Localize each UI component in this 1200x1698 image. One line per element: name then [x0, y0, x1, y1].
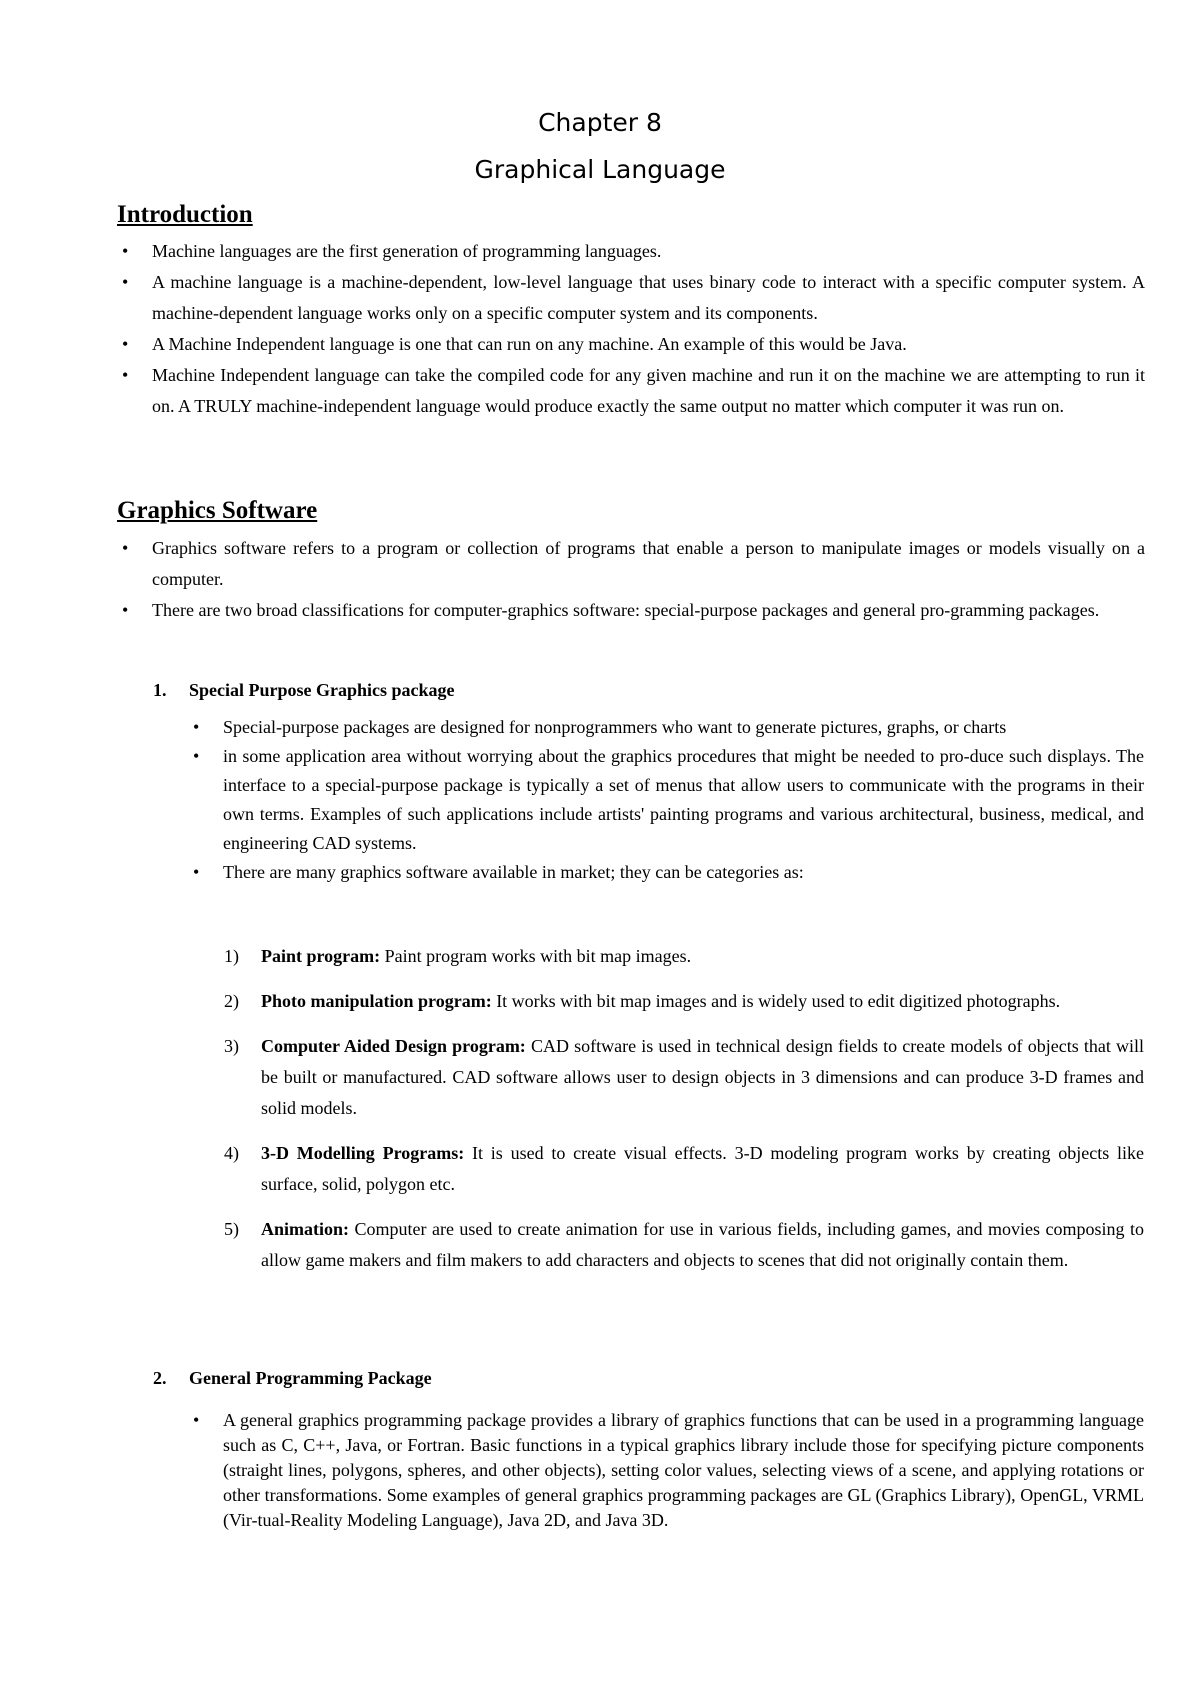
- category-item: [224, 986, 1144, 1017]
- item-number: 3): [224, 1036, 239, 1056]
- category-item: [224, 1031, 1144, 1124]
- list-item: • A machine language is a machine-dependent, low-level language that uses binary code to interact with a specific computer system. A machine-dependent language works only on a specific computer system and its components.: [117, 267, 1145, 329]
- special-purpose-heading: [153, 676, 455, 704]
- item-text: It is used to create visual effects. 3-D modeling program works by creating objects like surface, solid, polygon etc.: [261, 1143, 1145, 1194]
- heading-number: 2.: [153, 1368, 167, 1388]
- introduction-heading: Introduction: [117, 201, 253, 228]
- general-programming-heading: [153, 1364, 432, 1392]
- heading-text: Special Purpose Graphics package: [189, 680, 455, 700]
- list-item: • in some application area without worrying about the graphics procedures that might be needed to pro-duce such displays. The interface to a special-purpose package is typically a set of menus that allow users to communicate with the programs in their own terms. Examples of such applications include artists' painting programs and various architectural, business, medical, and engineering CAD systems.: [188, 742, 1144, 858]
- category-item: [224, 1214, 1144, 1276]
- item-text: It works with bit map images and is widely used to edit digitized photographs.: [491, 991, 1061, 1011]
- item-number: 2): [224, 991, 239, 1011]
- list-item: • A Machine Independent language is one that can run on any machine. An example of this would be Java.: [117, 329, 1145, 360]
- item-term: Paint program:: [261, 946, 381, 966]
- heading-text: General Programming Package: [189, 1368, 432, 1388]
- item-term: Photo manipulation program:: [261, 991, 492, 1011]
- item-term: Computer Aided Design program:: [261, 1036, 526, 1056]
- list-item: • Machine Independent language can take the compiled code for any given machine and run it on the machine we are attempting to run it on. A TRULY machine-independent language would produce exactly the same output no matter which computer it was run on.: [117, 360, 1145, 422]
- list-item: • Special-purpose packages are designed for nonprogrammers who want to generate pictures, graphs, or charts: [188, 713, 1144, 742]
- list-item: • Graphics software refers to a program or collection of programs that enable a person to manipulate images or models visually on a computer.: [117, 533, 1145, 595]
- chapter-title: Graphical Language: [474, 155, 726, 184]
- special-purpose-list: [188, 713, 1144, 887]
- list-item: • There are two broad classifications for computer-graphics software: special-purpose packages and general pro-gramming packages.: [117, 595, 1145, 626]
- chapter-number: Chapter 8: [538, 108, 662, 137]
- category-item: [224, 1138, 1144, 1200]
- item-number: 1): [224, 946, 239, 966]
- item-number: 4): [224, 1143, 239, 1163]
- graphics-software-heading: Graphics Software: [117, 497, 318, 524]
- category-item: [224, 941, 1144, 972]
- introduction-list: [117, 236, 1145, 422]
- software-categories-list: [224, 941, 1144, 1290]
- item-text: Computer are used to create animation for use in various fields, including games, and movies composing to allow game makers and film makers to add characters and objects to scenes that did not originally contain them.: [261, 1219, 1144, 1270]
- heading-number: 1.: [153, 680, 167, 700]
- item-text: CAD software is used in technical design fields to create models of objects that will be built or manufactured. CAD software allows user to design objects in 3 dimensions and can produce 3-D frames and solid models.: [261, 1036, 1144, 1118]
- item-term: Animation:: [261, 1219, 350, 1239]
- list-item: • There are many graphics software available in market; they can be categories as:: [188, 858, 1144, 887]
- list-item: • Machine languages are the first generation of programming languages.: [117, 236, 1145, 267]
- item-text: Paint program works with bit map images.: [380, 946, 692, 966]
- list-item: • A general graphics programming package provides a library of graphics functions that can be used in a programming language such as C, C++, Java, or Fortran. Basic functions in a typical graphics library include those for specifying picture components (straight lines, polygons, spheres, and other objects), setting color values, selecting views of a scene, and applying rotations or other transformations. Some examples of general graphics programming packages are GL (Graphics Library), OpenGL, VRML (Vir-tual-Reality Modeling Language), Java 2D, and Java 3D.: [188, 1408, 1144, 1533]
- general-programming-list: [188, 1408, 1144, 1533]
- graphics-software-list: [117, 533, 1145, 626]
- item-term: 3-D Modelling Programs:: [261, 1143, 465, 1163]
- item-number: 5): [224, 1219, 239, 1239]
